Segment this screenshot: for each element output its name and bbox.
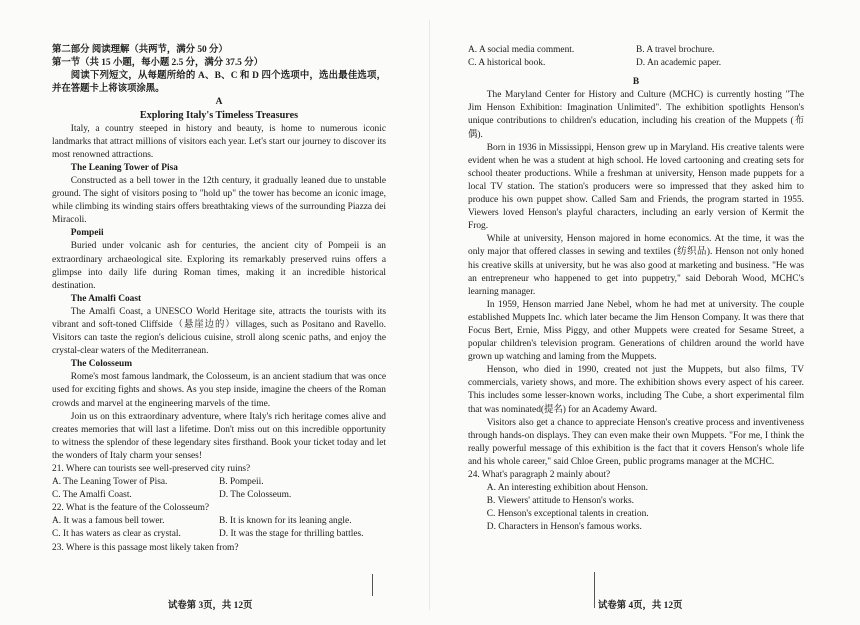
option-22-c: C. It has waters as clear as crystal. xyxy=(52,529,181,540)
question-23-options-row1 xyxy=(468,44,804,57)
option-21-b: B. Pompeii. xyxy=(219,477,264,488)
right-column xyxy=(468,44,804,534)
question-22-stem: 22. What is the feature of the Colosseum? xyxy=(52,503,210,514)
option-24-a: A. An interesting exhibition about Henson. xyxy=(486,483,648,494)
page-footer-right: 试卷第 4页，共 12页 xyxy=(598,601,683,611)
section-text-colosseum: Rome's most famous landmark, the Colosseum, is an ancient stadium that was once used for exciting fights and shows. As you step inside, imagine the cheers of the Roman crowds and marvel at the engineering marvels of the time. xyxy=(52,372,386,409)
question-21-options-row2 xyxy=(52,489,386,502)
pen-mark xyxy=(372,574,373,596)
question-24-stem: 24. What's paragraph 2 mainly about? xyxy=(468,470,611,480)
option-24-c: C. Henson's exceptional talents in creation. xyxy=(486,509,649,520)
passage-b-paragraph-3: While at university, Henson majored in home economics. At the time, it was the only major that offered classes in sewing and textiles (纺织品). Henson not only honed his creative skills at university, but he was also good at marketing and business. "He was an entrepreneur who happened to get into puppetry," said Deborah Wood, MCHC's learning manager. xyxy=(468,234,804,297)
part-heading: 第二部分 阅读理解（共两节，满分 50 分） xyxy=(52,45,228,55)
option-21-a: A. The Leaning Tower of Pisa. xyxy=(52,477,168,488)
passage-b-paragraph-2: Born in 1936 in Mississippi, Henson grew up in Maryland. His creative talents were evident when he was a student at high school. He loved cartooning and creating sets for school theater productions. While a freshman at university, Henson made puppets for a local TV station. The station's producers were so impressed that they asked him to produce his own puppet show. Called Sam and Friends, the program started in 1955. Viewers loved Henson's playful characters, including an early version of Kermit the Frog. xyxy=(468,142,804,232)
section-heading-pompeii: Pompeii xyxy=(70,228,104,239)
section-text-amalfi: The Amalfi Coast, a UNESCO World Heritage site, attracts the tourists with its vibrant and soft-toned Cliffside（悬崖边的）villages, such as Positano and Ravello. Visitors can taste the region's delicious cuisine, stroll along scenic paths, and enjoy the crystal-clear waters of the Mediterranean. xyxy=(52,306,386,357)
option-22-a: A. It was a famous bell tower. xyxy=(52,516,165,527)
option-23-b: B. A travel brochure. xyxy=(636,45,715,55)
option-24-d: D. Characters in Henson's famous works. xyxy=(486,522,642,533)
instructions: 阅读下列短文，从每题所给的 A、B、C 和 D 四个选项中，选出最佳选项，并在答题卡上将该项涂黑。 xyxy=(52,71,386,95)
option-22-d: D. It was the stage for thrilling battles. xyxy=(219,529,364,540)
section-heading-colosseum: The Colosseum xyxy=(70,359,132,370)
question-22-options-row2 xyxy=(52,528,386,541)
option-23-c: C. A historical book. xyxy=(468,58,546,69)
intro-paragraph: Italy, a country steeped in history and beauty, is home to numerous iconic landmarks that attract millions of visitors each year. Let's start our journey to discover its most renowned attractions. xyxy=(52,123,386,160)
passage-b-paragraph-5: Henson, who died in 1990, created not just the Muppets, but also films, TV commercials, variety shows, and more. The exhibition shows every aspect of his career. This includes some lesser-known works, including The Cube, a short experimental film that was nominated(提名) for an Academy Award. xyxy=(468,365,804,415)
pen-mark-right xyxy=(594,572,595,608)
section-heading: 第一节（共 15 小题，每小题 2.5 分，满分 37.5 分） xyxy=(52,58,263,69)
passage-b-paragraph-1: The Maryland Center for History and Culture (MCHC) is currently hosting "The Jim Henson Exhibition: Imagination Unlimited". The exhibition spotlights Henson's unique contributions to children's education, including his creation of the Muppets (布偶). xyxy=(468,90,804,140)
passage-b-paragraph-4: In 1959, Henson married Jane Nebel, whom he had met at university. The couple established Muppets Inc. which later became the Jim Henson Company. It was there that Focus Bert, Ernie, Miss Piggy, and other Muppets were created for Sesame Street, a popular children's television program. Generations of children around the world have grown up watching and laming from the Muppets. xyxy=(468,299,804,363)
option-24-b: B. Viewers' attitude to Henson's works. xyxy=(486,496,634,507)
section-text-pisa: Constructed as a bell tower in the 12th century, it gradually leaned due to unstable ground. The sight of visitors posing to "hold up" the tower has become an iconic image, while climbing its winding stairs offers breathtaking views of the surrounding Piazza dei Miracoli. xyxy=(52,175,386,226)
question-23-options-row2 xyxy=(468,57,804,70)
exam-page-right xyxy=(430,0,860,625)
page-footer-left: 试卷第 3页，共 12页 xyxy=(168,601,253,611)
closing-paragraph: Join us on this extraordinary adventure, where Italy's rich heritage comes alive and creates memories that will last a lifetime. Don't miss out on this incredible opportunity to witness the splendor of these legendary sites firsthand. Book your ticket today and let the wonders of Italy charm your senses! xyxy=(52,411,386,461)
option-23-d: D. An academic paper. xyxy=(636,58,722,69)
passage-letter-a: A xyxy=(215,97,223,108)
question-23-stem: 23. Where is this passage most likely taken from? xyxy=(52,542,239,553)
section-text-pompeii: Buried under volcanic ash for centuries, the ancient city of Pompeii is an extraordinary archaeological site. Exploring its remarkably preserved ruins offers a glimpse into daily life during Roman times, making it an incredible historical destination. xyxy=(52,241,386,291)
passage-b-paragraph-6: Visitors also get a chance to appreciate Henson's creative process and inventiveness through hands-on displays. They can even make their own Muppets. "For me, I think the really powerful message of this exhibition is the fact that it covers Henson's whole life and his whole career," said Chloe Green, public programs manager at the MCHC. xyxy=(468,417,804,467)
option-22-b: B. It is known for its leaning angle. xyxy=(219,516,352,527)
question-22-options-row1 xyxy=(52,515,386,528)
section-heading-pisa: The Leaning Tower of Pisa xyxy=(70,162,178,173)
option-23-a: A. A social media comment. xyxy=(468,45,575,55)
section-heading-amalfi: The Amalfi Coast xyxy=(70,293,142,304)
passage-letter-b: B xyxy=(632,77,640,88)
left-column xyxy=(52,44,386,555)
passage-title: Exploring Italy's Timeless Treasures xyxy=(139,110,299,122)
question-24-options xyxy=(468,482,804,534)
option-21-c: C. The Amalfi Coast. xyxy=(52,490,132,501)
question-21-options-row1 xyxy=(52,476,386,489)
option-21-d: D. The Colosseum. xyxy=(219,490,292,501)
question-21-stem: 21. Where can tourists see well-preserved city ruins? xyxy=(52,464,251,474)
